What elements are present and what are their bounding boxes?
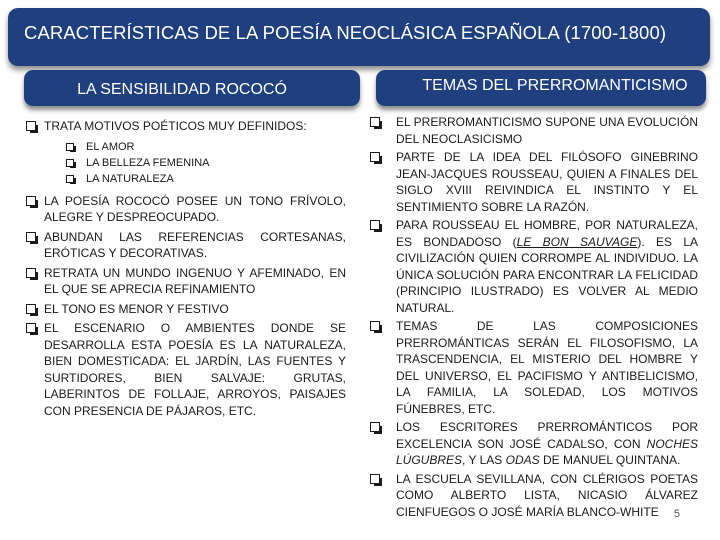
right-section-header [376, 70, 706, 106]
sub-list-item: LA BELLEZA FEMENINA [66, 155, 346, 171]
checkbox-bullet-icon [26, 196, 36, 206]
work-title: NOCHES LÚGUBRES [396, 436, 698, 467]
rococo-motifs-list [66, 139, 346, 187]
list-item: TEMAS DE LAS COMPOSICIONES PRERROMÁNTICAS SERÁN EL FILOSOFISMO, LA TRASCENDENCIA, EL MISTERIO DEL HOMBRE Y DEL UNIVERSO, EL PACIFISMO Y ANTIBELICISMO, LA FAMILIA, LA SOLEDAD, LOS MOTIVOS FÚNEBRES, ETC. [370, 318, 698, 417]
list-item: EL TONO ES MENOR Y FESTIVO [26, 301, 346, 318]
slide-title: CARACTERÍSTICAS DE LA POESÍA NEOCLÁSICA ESPAÑOLA (1700-1800) [24, 22, 667, 43]
right-section-title: TEMAS DEL PRERROMANTICISMO [422, 77, 688, 94]
list-item: LA ESCUELA SEVILLANA, CON CLÉRIGOS POETAS COMO ALBERTO LISTA, NICASIO ÁLVAREZ CIENFUEGOS O JOSÉ MARÍA BLANCO-WHITE [370, 471, 698, 521]
checkbox-bullet-icon [66, 175, 74, 183]
prerromanticismo-list [370, 114, 698, 522]
checkbox-bullet-icon [26, 121, 36, 131]
list-item: LOS ESCRITORES PRERROMÁNTICOS POR EXCELENCIA SON JOSÉ CADALSO, CON NOCHES LÚGUBRES, Y LAS ODAS DE MANUEL QUINTANA. [370, 419, 698, 469]
list-item: ABUNDAN LAS REFERENCIAS CORTESANAS, ERÓTICAS Y DECORATIVAS. [26, 229, 346, 262]
checkbox-bullet-icon [26, 232, 36, 242]
sub-list-item: EL AMOR [66, 139, 346, 155]
checkbox-bullet-icon [370, 474, 380, 484]
left-section-header [24, 70, 360, 106]
list-item: EL PRERROMANTICISMO SUPONE UNA EVOLUCIÓN DEL NEOCLASICISMO [370, 114, 698, 147]
sub-list-item: LA NATURALEZA [66, 171, 346, 187]
checkbox-bullet-icon [370, 117, 380, 127]
checkbox-bullet-icon [370, 422, 380, 432]
checkbox-bullet-icon [26, 323, 36, 333]
list-item: PARTE DE LA IDEA DEL FILÓSOFO GINEBRINO JEAN-JACQUES ROUSSEAU, QUIEN A FINALES DEL SIGLO XVIII REIVINDICA EL INSTINTO Y EL SENTIMIENTO SOBRE LA RAZÓN. [370, 149, 698, 215]
list-item: TRATA MOTIVOS POÉTICOS MUY DEFINIDOS: [26, 118, 346, 135]
checkbox-bullet-icon [66, 143, 74, 151]
list-item: LA POESÍA ROCOCÓ POSEE UN TONO FRÍVOLO, ALEGRE Y DESPREOCUPADO. [26, 193, 346, 226]
page-number: 5 [673, 508, 680, 520]
checkbox-bullet-icon [26, 304, 36, 314]
checkbox-bullet-icon [370, 152, 380, 162]
work-title: ODAS [505, 453, 540, 467]
slide-title-bar [8, 8, 710, 66]
list-item: RETRATA UN MUNDO INGENUO Y AFEMINADO, EN EL QUE SE APRECIA REFINAMIENTO [26, 265, 346, 298]
checkbox-bullet-icon [66, 159, 74, 167]
checkbox-bullet-icon [370, 220, 380, 230]
checkbox-bullet-icon [370, 321, 380, 331]
le-bon-sauvage: LE BON SAUVAGE [516, 234, 638, 249]
left-section-title: LA SENSIBILIDAD ROCOCÓ [77, 81, 287, 98]
rococo-list [26, 118, 346, 422]
checkbox-bullet-icon [26, 268, 36, 278]
list-item: PARA ROUSSEAU EL HOMBRE, POR NATURALEZA, ES BONDADOSO (LE BON SAUVAGE). ES LA CIVILIZACIÓN QUIEN CORROMPE AL INDIVIDUO. LA ÚNICA SOLUCIÓN PARA ENCONTRAR LA FELICIDAD (PRINCIPIO ILUSTRADO) ES VOLVER AL MEDIO NATURAL. [370, 217, 698, 316]
list-item: EL ESCENARIO O AMBIENTES DONDE SE DESARROLLA ESTA POESÍA ES LA NATURALEZA, BIEN DOMESTICADA: EL JARDÍN, LAS FUENTES Y SURTIDORES, BIEN SALVAJE: GRUTAS, LABERINTOS DE FOLLAJE, ARROYOS, PAISAJES CON PRESENCIA DE PÁJAROS, ETC. [26, 320, 346, 419]
